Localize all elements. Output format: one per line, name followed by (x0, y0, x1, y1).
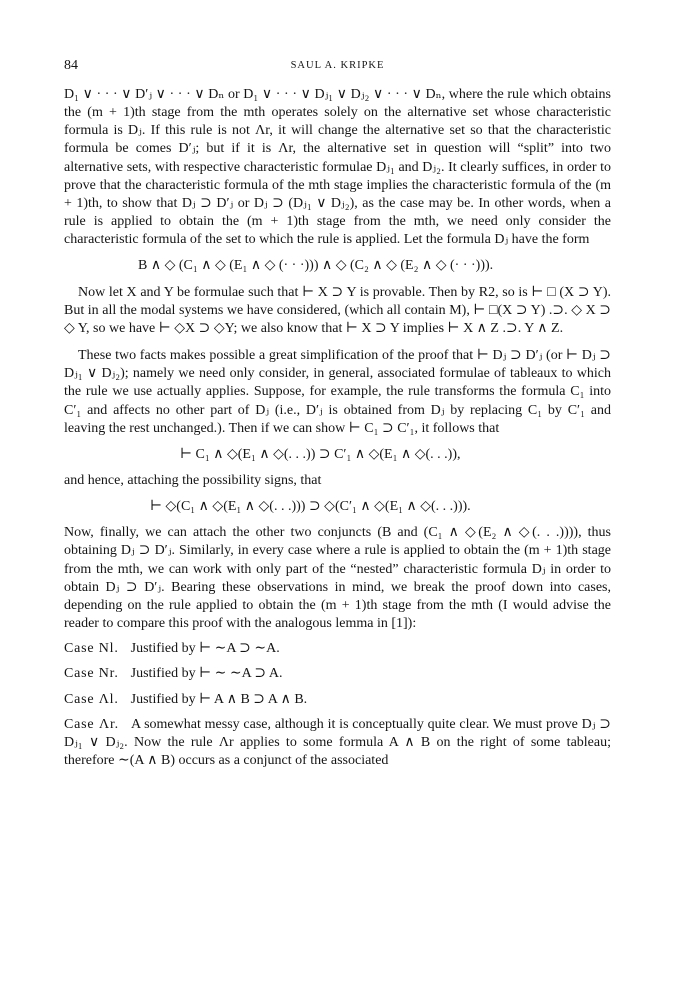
case-label: Case Nr. (64, 666, 119, 682)
case-text: Justified by ⊢ ∼A ⊃ ∼A. (130, 641, 280, 657)
running-head: SAUL A. KRIPKE (290, 60, 385, 71)
case-nl (64, 640, 611, 658)
case-label: Case Nl. (64, 641, 119, 657)
formula-1: B ∧ ◇ (C₁ ∧ ◇ (E₁ ∧ ◇ (· · ·))) ∧ ◇ (C₂ ∧ ◇ (E₂ ∧ ◇ (· · ·))). (138, 258, 494, 274)
body-text (64, 86, 611, 770)
paragraph-1: D₁ ∨ · · · ∨ D′ⱼ ∨ · · · ∨ Dₙ or D₁ ∨ · · · ∨ Dⱼ₁ ∨ Dⱼ₂ ∨ · · · ∨ Dₙ, where the rule which obtains the (m + 1)th stage from the mth operates solely on the alternative set whose characteristic formula is Dⱼ. If this rule is not Λr, it will change the alternative set so that the characteristic formula be comes D′ⱼ; but if it is Λr, the alternative set in question will “split” into two alternative sets, with respective characteristic formulae Dⱼ₁ and Dⱼ₂. It clearly suffices, in order to prove that the characteristic formula of the mth stage implies the characteristic formula of the (m + 1)th, to show that Dⱼ ⊃ D′ⱼ or Dⱼ ⊃ (Dⱼ₁ ∨ Dⱼ₂), as the case may be. In other words, when a rule is applied to obtain the (m + 1)th stage from the mth, we need only consider the characteristic formula of the set to which the rule is applied. Let the formula Dⱼ have the form (64, 87, 611, 248)
case-text: Justified by ⊢ ∼ ∼A ⊃ A. (130, 666, 283, 682)
paragraph-3: These two facts makes possible a great simplification of the proof that ⊢ Dⱼ ⊃ D′ⱼ (or ⊢ Dⱼ ⊃ Dⱼ₁ ∨ Dⱼ₂); namely we need only consider, in general, associated formulae of tableaux to which the rule we use actually applies. Suppose, for example, the rule transforms the formula C₁ into C′₁ and affects no other part of Dⱼ (i.e., D′ⱼ is obtained from Dⱼ by replacing C₁ by C′₁ and leaving the rest unchanged.). Then if we can show ⊢ C₁ ⊃ C′₁, it follows that (64, 348, 611, 436)
page-number: 84 (64, 58, 78, 73)
paragraph-2: Now let X and Y be formulae such that ⊢ X ⊃ Y is provable. Then by R2, so is ⊢ □ (X ⊃ Y). But in all the modal systems we have considered, (which all contain M), ⊢ □(X ⊃ Y) .⊃. ◇ X ⊃ ◇ Y, so we have ⊢ ◇X ⊃ ◇Y; we also know that ⊢ X ⊃ Y implies ⊢ X ∧ Z .⊃. Y ∧ Z. (64, 284, 611, 336)
paragraph-5: Now, finally, we can attach the other two conjuncts (B and (C₁ ∧ ◇(E₂ ∧ ◇(. . .)))), thus obtaining Dⱼ ⊃ D′ⱼ. Similarly, in every case where a rule is applied to obtain the (m + 1)th stage from the mth, we can work with only part of the “nested” characteristic formula Dⱼ in order to obtain Dⱼ ⊃ D′ⱼ. Bearing these observations in mind, we break the proof down into cases, depending on the rule applied to obtain the (m + 1)th stage from the mth (I would advise the reader to compare this proof with the analogous lemma in [1]): (64, 525, 611, 632)
case-text: Justified by ⊢ A ∧ B ⊃ A ∧ B. (130, 691, 308, 707)
case-nr (64, 665, 611, 683)
case-label: Case Λr. (64, 716, 119, 732)
formula-2: ⊢ C₁ ∧ ◇(E₁ ∧ ◇(. . .)) ⊃ C′₁ ∧ ◇(E₁ ∧ ◇(. . .)), (180, 446, 461, 462)
case-text: A somewhat messy case, although it is conceptually quite clear. We must prove Dⱼ ⊃ Dⱼ₁ ∨ Dⱼ₂. Now the rule Λr applies to some formula A ∧ B on the right of some tableau; therefore ∼(A ∧ B) occurs as a conjunct of the associated (64, 716, 611, 768)
formula-3: ⊢ ◇(C₁ ∧ ◇(E₁ ∧ ◇(. . .))) ⊃ ◇(C′₁ ∧ ◇(E₁ ∧ ◇(. . .))). (150, 499, 471, 515)
paragraph-4: and hence, attaching the possibility signs, that (64, 472, 322, 488)
page-header (64, 58, 611, 78)
case-label: Case Λl. (64, 691, 119, 707)
case-ar (64, 716, 611, 770)
case-al (64, 691, 611, 709)
